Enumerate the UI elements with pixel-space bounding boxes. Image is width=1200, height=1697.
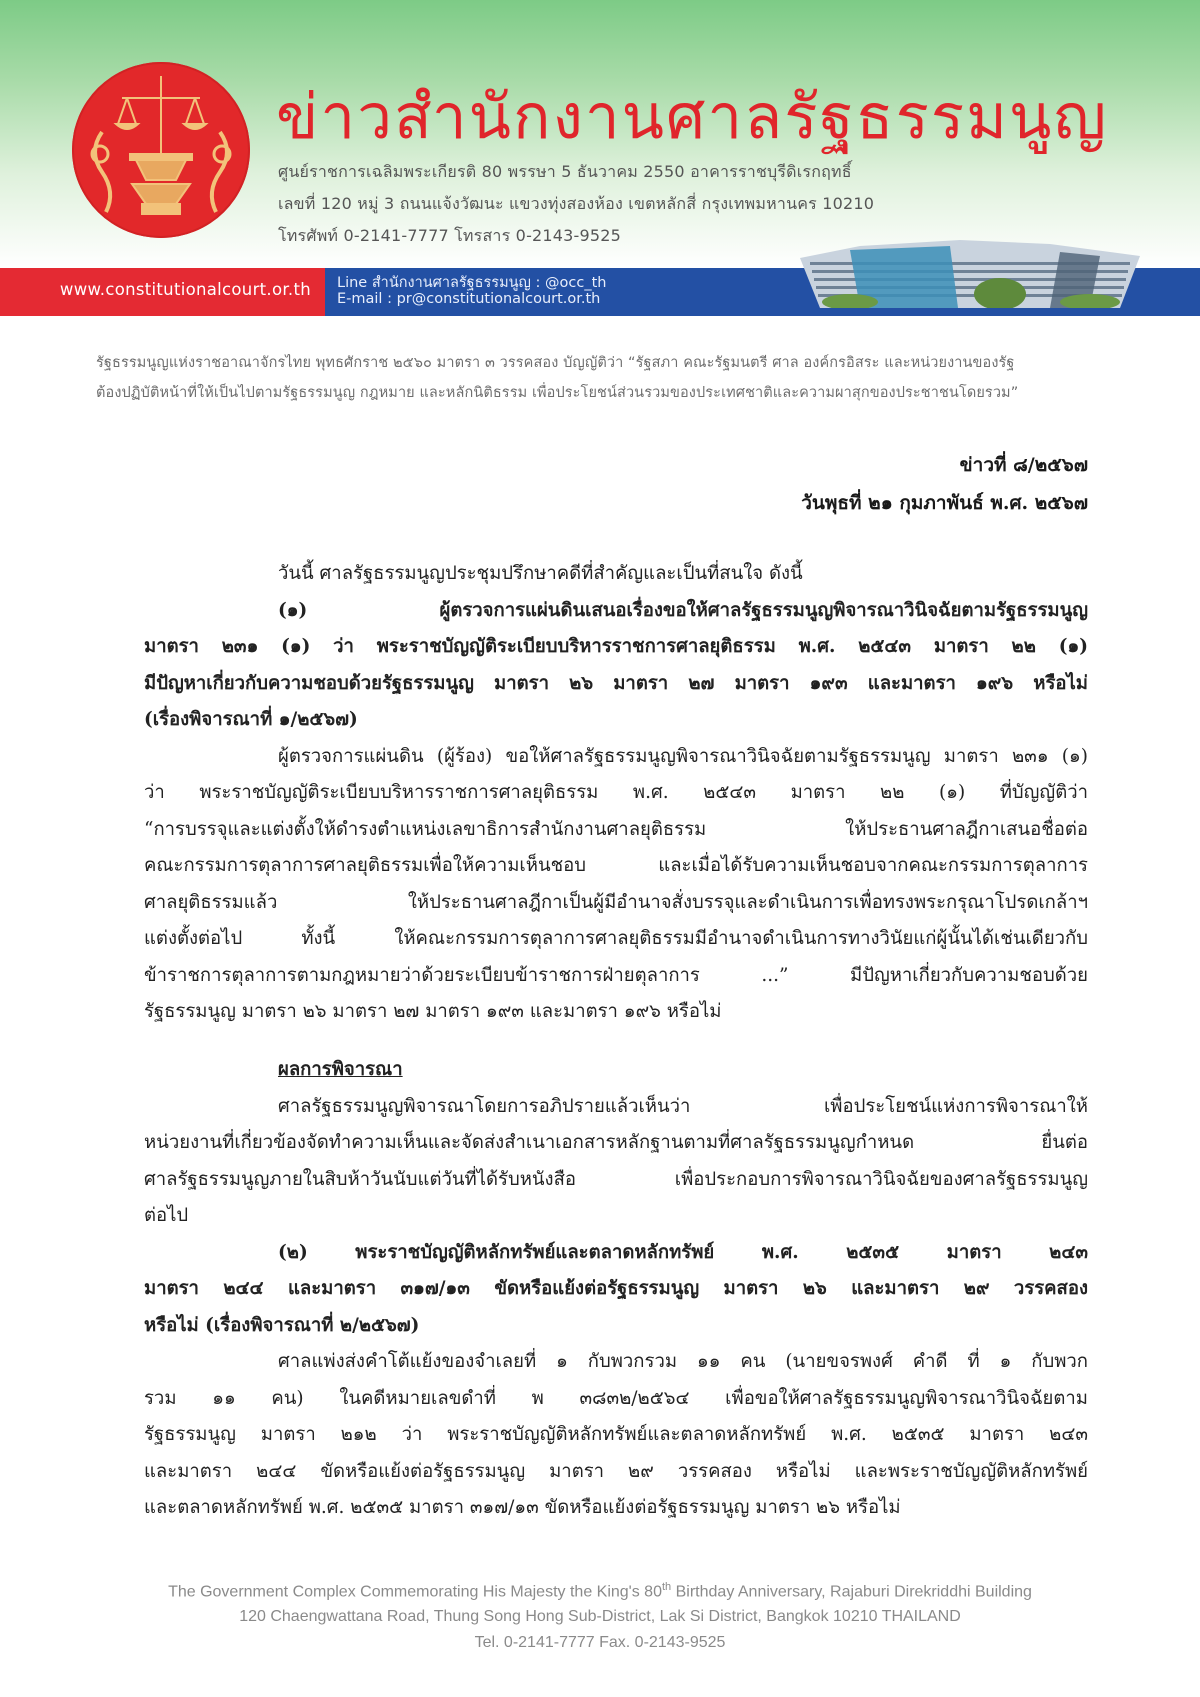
scales-of-justice-icon [72, 62, 250, 238]
case-1-paragraph: รัฐธรรมนูญ มาตรา ๒๖ มาตรา ๒๗ มาตรา ๑๙๓ และมาตรา ๑๙๖ หรือไม่ [144, 1001, 722, 1022]
case-2-paragraph: รวม ๑๑ คน) ในคดีหมายเลขดำที่ พ ๓๘๓๒/๒๕๖๔ เพื่อขอให้ศาลรัฐธรรมนูญพิจารณาวินิจฉัยตาม [144, 1387, 1088, 1409]
result-heading [144, 1052, 1088, 1089]
email-contact[interactable]: E-mail : pr@constitutionalcourt.or.th [337, 291, 601, 307]
publication-title: ข่าวสำนักงานศาลรัฐธรรมนูญ [276, 80, 1109, 153]
case-2-title: มาตรา ๒๔๔ และมาตรา ๓๑๗/๑๓ ขัดหรือแย้งต่อรัฐธรรมนูญ มาตรา ๒๖ และมาตรา ๒๙ วรรคสอง [144, 1278, 1088, 1299]
case-1-paragraph: แต่งตั้งต่อไป ทั้งนี้ ให้คณะกรรมการตุลาการศาลยุติธรรมมีอำนาจดำเนินการทางวินัยแก่ผู้นั้นได้เช่นเดียวกับ [144, 928, 1088, 949]
website-link[interactable]: www.constitutionalcourt.or.th [59, 280, 311, 299]
case-1-title: มาตรา ๒๓๑ (๑) ว่า พระราชบัญญัติระเบียบบริหารราชการศาลยุติธรรม พ.ศ. ๒๕๔๓ มาตรา ๒๒ (๑) [144, 636, 1088, 657]
constitution-motto-line-2: ต้องปฏิบัติหน้าที่ให้เป็นไปตามรัฐธรรมนูญ กฎหมาย และหลักนิติธรรม เพื่อประโยชน์ส่วนรวมของประเทศชาติและความผาสุกของประชาชนโดยรวม” [96, 385, 1019, 401]
case-1-paragraph: ว่า พระราชบัญญัติระเบียบบริหารราชการศาลยุติธรรม พ.ศ. ๒๕๔๓ มาตรา ๒๒ (๑) ที่บัญญัติว่า [144, 782, 1088, 803]
result-paragraph: ต่อไป [144, 1205, 189, 1226]
case-2-paragraph: ศาลแพ่งส่งคำโต้แย้งของจำเลยที่ ๑ กับพวกรวม ๑๑ คน (นายขจรพงศ์ คำดี ที่ ๑ กับพวก [278, 1351, 1088, 1372]
line-contact: Line สำนักงานศาลรัฐธรรมนูญ : @occ_th [337, 275, 607, 291]
case-1-paragraph: “การบรรจุและแต่งตั้งให้ดำรงตำแหน่งเลขาธิการสำนักงานศาลยุติธรรม ให้ประธานศาลฎีกาเสนอชื่อต่อ [144, 818, 1088, 840]
case-1-paragraph: คณะกรรมการตุลาการศาลยุติธรรมเพื่อให้ความเห็นชอบ และเมื่อได้รับความเห็นชอบจากคณะกรรมการตุลาการ [144, 855, 1088, 876]
address-line-2: เลขที่ 120 หมู่ 3 ถนนแจ้งวัฒนะ แขวงทุ่งสองห้อง เขตหลักสี่ กรุงเทพมหานคร 10210 [278, 194, 875, 213]
footer-text: The Government Complex Commemorating His Majesty the King's 80 [168, 1583, 662, 1601]
phone-fax-line: โทรศัพท์ 0-2141-7777 โทรสาร 0-2143-9525 [278, 226, 622, 245]
result-paragraph: หน่วยงานที่เกี่ยวข้องจัดทำความเห็นและจัดส่งสำเนาเอกสารหลักฐานตามที่ศาลรัฐธรรมนูญกำหนด ยื่นต่อ [144, 1132, 1088, 1153]
news-body [144, 556, 1088, 1031]
constitution-motto-line-1: รัฐธรรมนูญแห่งราชอาณาจักรไทย พุทธศักราช ๒๕๖๐ มาตรา ๓ วรรคสอง บัญญัติว่า “รัฐสภา คณะรัฐมนตรี ศาล องค์กรอิสระ และหน่วยงานของรัฐ [96, 355, 1015, 371]
footer-address-english-1 [0, 1581, 1200, 1601]
result-paragraph: ศาลรัฐธรรมนูญพิจารณาโดยการอภิปรายแล้วเห็นว่า เพื่อประโยชน์แห่งการพิจารณาให้ [278, 1095, 1088, 1117]
result-heading-text: ผลการพิจารณา [278, 1059, 403, 1080]
case-2-paragraph: รัฐธรรมนูญ มาตรา ๒๑๒ ว่า พระราชบัญญัติหลักทรัพย์และตลาดหลักทรัพย์ พ.ศ. ๒๕๓๕ มาตรา ๒๔๓ [144, 1424, 1088, 1445]
case-1-title: มีปัญหาเกี่ยวกับความชอบด้วยรัฐธรรมนูญ มาตรา ๒๖ มาตรา ๒๗ มาตรา ๑๙๓ และมาตรา ๑๙๖ หรือไม่ [144, 672, 1088, 694]
case-2-paragraph: และมาตรา ๒๔๔ ขัดหรือแย้งต่อรัฐธรรมนูญ มาตรา ๒๙ วรรคสอง หรือไม่ และพระราชบัญญัติหลักทรัพย์ [144, 1460, 1088, 1482]
footer-text: Birthday Anniversary, Rajaburi Direkriddhi Building [671, 1583, 1032, 1601]
case-1-title: (๑) ผู้ตรวจการแผ่นดินเสนอเรื่องขอให้ศาลรัฐธรรมนูญพิจารณาวินิจฉัยตามรัฐธรรมนูญ [278, 599, 1088, 621]
address-line-1: ศูนย์ราชการเฉลิมพระเกียรติ 80 พรรษา 5 ธันวาคม 2550 อาคารราชบุรีดิเรกฤทธิ์ [278, 162, 852, 181]
case-1-paragraph: ข้าราชการตุลาการตามกฎหมายว่าด้วยระเบียบข้าราชการฝ่ายตุลาการ ...” มีปัญหาเกี่ยวกับความชอบด้วย [144, 964, 1088, 986]
footer-address-english-2: 120 Chaengwattana Road, Thung Song Hong Sub-District, Lak Si District, Bangkok 10210 THAILAND [239, 1608, 961, 1625]
footer-superscript: th [661, 1581, 672, 1593]
intro-line: วันนี้ ศาลรัฐธรรมนูญประชุมปรึกษาคดีที่สำคัญและเป็นที่สนใจ ดังนี้ [278, 563, 803, 584]
footer-phone-fax: Tel. 0-2141-7777 Fax. 0-2143-9525 [474, 1634, 726, 1651]
case-1-paragraph: ศาลยุติธรรมแล้ว ให้ประธานศาลฎีกาเป็นผู้มีอำนาจสั่งบรรจุและดำเนินการเพื่อทรงพระกรุณาโปรดเกล้าฯ [144, 891, 1088, 913]
case-2-title: หรือไม่ (เรื่องพิจารณาที่ ๒/๒๕๖๗) [144, 1314, 420, 1336]
case-1-result [144, 1052, 1088, 1527]
case-2-title: (๒) พระราชบัญญัติหลักทรัพย์และตลาดหลักทรัพย์ พ.ศ. ๒๕๓๕ มาตรา ๒๔๓ [278, 1241, 1088, 1263]
court-emblem-logo [72, 62, 250, 238]
case-2-paragraph: และตลาดหลักทรัพย์ พ.ศ. ๒๕๓๕ มาตรา ๓๑๗/๑๓ ขัดหรือแย้งต่อรัฐธรรมนูญ มาตรา ๒๖ หรือไม่ [144, 1497, 901, 1518]
case-1-title: (เรื่องพิจารณาที่ ๑/๒๕๖๗) [144, 709, 358, 730]
case-1-paragraph: ผู้ตรวจการแผ่นดิน (ผู้ร้อง) ขอให้ศาลรัฐธรรมนูญพิจารณาวินิจฉัยตามรัฐธรรมนูญ มาตรา ๒๓๑ (๑) [278, 745, 1088, 767]
news-date: วันพุธที่ ๒๑ กุมภาพันธ์ พ.ศ. ๒๕๖๗ [801, 492, 1088, 514]
court-building-image [790, 222, 1150, 308]
website-bar [0, 268, 325, 316]
result-paragraph: ศาลรัฐธรรมนูญภายในสิบห้าวันนับแต่วันที่ได้รับหนังสือ เพื่อประกอบการพิจารณาวินิจฉัยของศาลรัฐธรรมนูญ [144, 1168, 1088, 1190]
news-number: ข่าวที่ ๘/๒๕๖๗ [959, 454, 1088, 476]
